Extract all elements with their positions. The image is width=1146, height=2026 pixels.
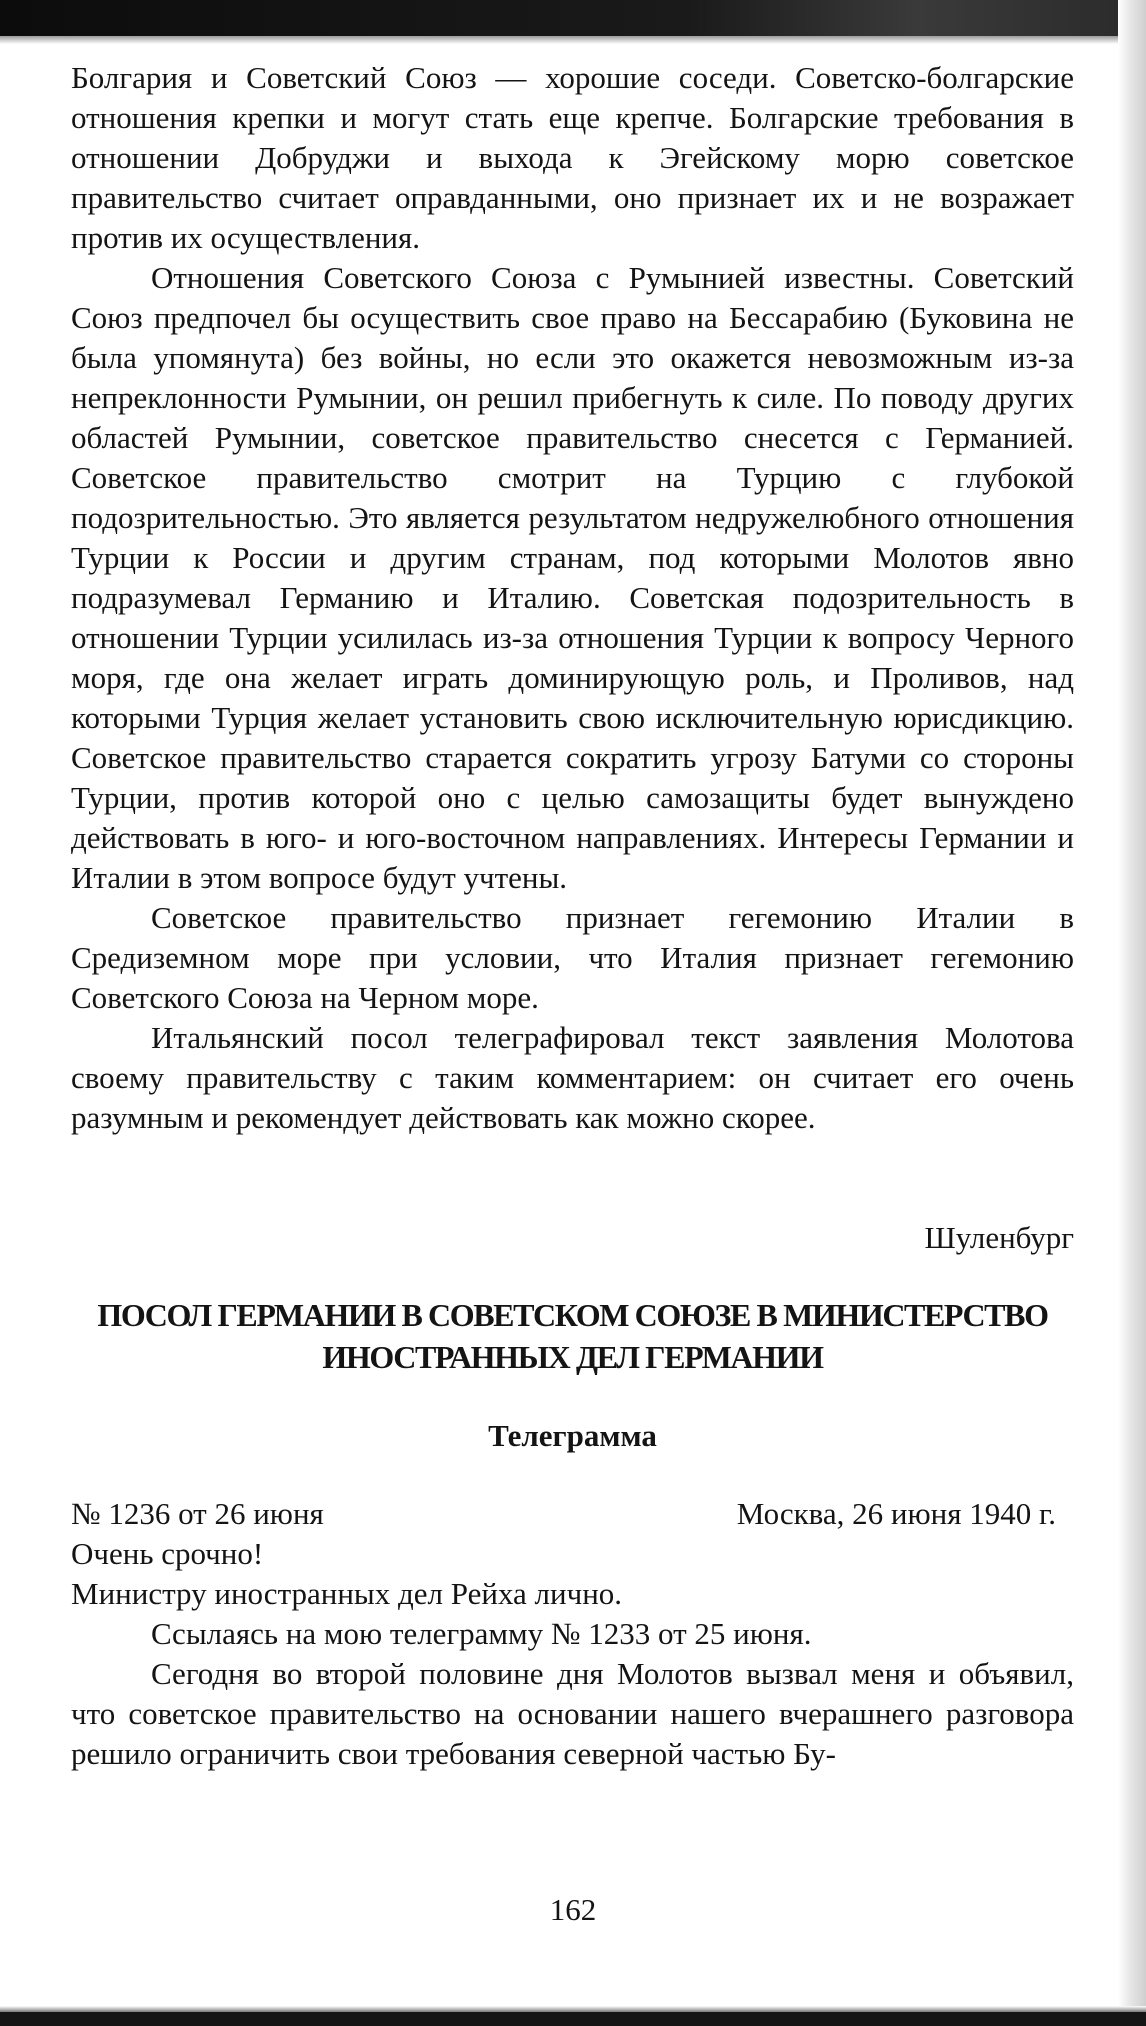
telegram-spacer [71, 1494, 1074, 1534]
scan-edge-bottom [0, 2012, 1146, 2026]
telegram-number-date: № 1236 от 26 июня [71, 1496, 324, 1531]
document-title-line-1: ПОСОЛ ГЕРМАНИИ В СОВЕТСКОМ СОЮЗЕ В МИНИСТЕРСТВО [97, 1297, 1048, 1333]
scan-edge-top-fade [0, 36, 1146, 44]
urgency-note: Очень срочно! [71, 1536, 264, 1571]
document-title [71, 1294, 1074, 1378]
paragraph-molotov-summons: Сегодня во второй половине дня Молотов вызвал меня и объявил, что советское правительство на основании нашего вчерашнего разговора решило ограничить свои требования северной частью Бу- [71, 1656, 1074, 1771]
telegram-body [71, 1494, 1074, 1774]
paragraph-italian-ambassador: Итальянский посол телеграфировал текст заявления Молотова своему правительству с таким комментарием: он считает его очень разумным и рекомендует действовать как можно скорее. [71, 1020, 1074, 1135]
paragraph-bulgaria: Болгария и Советский Союз — хорошие соседи. Советско-болгарские отношения крепки и могут стать еще крепче. Болгарские требования в отношении Добруджи и выхода к Эгейскому морю советское правительство считает оправданными, оно признает их и не возражает против их осуществления. [71, 60, 1074, 255]
document-title-line-2: ИНОСТРАННЫХ ДЕЛ ГЕРМАНИИ [322, 1339, 823, 1375]
scan-edge-right [1118, 0, 1146, 2026]
scan-edge-top [0, 0, 1146, 36]
telegram-place-date: Москва, 26 июня 1940 г. [736, 1496, 1056, 1531]
paragraph-reference: Ссылаясь на мою телеграмму № 1233 от 25 июня. [151, 1616, 812, 1651]
continued-text [71, 58, 1074, 1138]
document-type: Телеграмма [488, 1418, 657, 1453]
paragraph-mediterranean: Советское правительство признает гегемонию Италии в Средиземном море при условии, что Италия признает гегемонию Советского Союза на Черном море. [71, 900, 1074, 1015]
paragraph-romania-turkey: Отношения Советского Союза с Румынией известны. Советский Союз предпочел бы осуществить свое право на Бессарабию (Буковина не была упомянута) без войны, но если это окажется невозможным из-за непреклонности Румынии, он решил прибегнуть к силе. По поводу других областей Румынии, советское правительство снесется с Германией. Советское правительство смотрит на Турцию с глубокой подозрительностью. Это является результатом недружелюбного отношения Турции к России и другим странам, под которыми Молотов явно подразумевал Германию и Италию. Советская подозрительность в отношении Турции усилилась из-за отношения Турции к вопросу Черного моря, где она желает играть доминирующую роль, и Проливов, над которыми Турция желает установить свою исключительную юрисдикцию. Советское правительство старается сократить угрозу Батуми со стороны Турции, против которой оно с целью самозащиты будет вынуждено действовать в юго- и юго-восточном направлениях. Интересы Германии и Италии в этом вопросе будут учтены. [71, 260, 1074, 895]
addressee: Министру иностранных дел Рейха лично. [71, 1576, 623, 1611]
page-number: 162 [549, 1892, 597, 1927]
signature: Шуленбург [924, 1220, 1074, 1255]
